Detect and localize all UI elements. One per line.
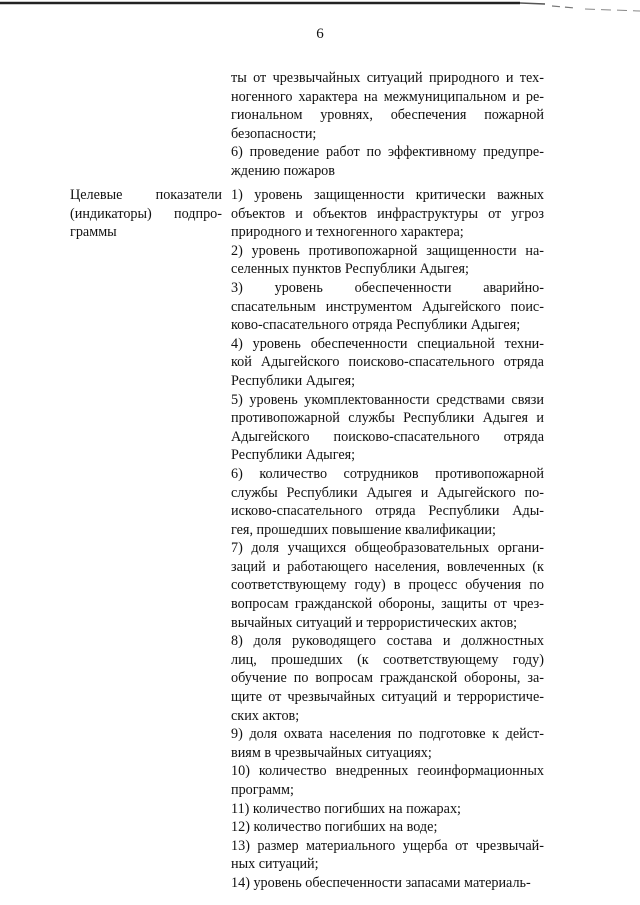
target-line: ских актов; — [231, 707, 300, 724]
target-line: 2) уровень противопожарной защищенности на- — [231, 242, 544, 259]
target-line: обучение по вопросам гражданской обороны, за- — [231, 670, 544, 687]
text-line: ногенного характера на межмуниципальном и ре- — [231, 88, 544, 105]
text-line: ты от чрезвычайных ситуаций природного и тех- — [231, 70, 544, 86]
target-line: селенных пунктов Республики Адыгея; — [231, 261, 469, 278]
target-line: щите от чрезвычайных ситуаций и террористиче- — [231, 689, 544, 706]
target-line: противопожарной службы Республики Адыгея и — [231, 410, 544, 427]
target-line: 4) уровень обеспеченности специальной техни- — [231, 335, 544, 352]
target-line: ково-спасательного отряда Республики Адыгея; — [231, 317, 521, 334]
target-line: кой Адыгейского поисково-спасательного отряда — [231, 354, 544, 371]
target-line: 14) уровень обеспеченности запасами материаль- — [231, 874, 531, 891]
target-line: объектов и объектов инфраструктуры от угроз — [231, 205, 544, 222]
target-line: ных ситуаций; — [231, 856, 319, 873]
target-line: вопросам гражданской обороны, защиты от чрез- — [231, 596, 544, 613]
target-line: 11) количество погибших на пожарах; — [231, 800, 461, 817]
target-line: Республики Адыгея; — [231, 447, 356, 464]
target-line: спасательным инструментом Адыгейского поис- — [231, 298, 544, 315]
target-line: 8) доля руководящего состава и должностных — [231, 633, 544, 650]
target-line: 3) уровень обеспеченности аварийно- — [231, 279, 544, 296]
target-line: Республики Адыгея; — [231, 372, 356, 389]
target-line: виям в чрезвычайных ситуациях; — [231, 744, 432, 761]
target-line: 1) уровень защищенности критически важных — [231, 187, 544, 203]
target-line: службы Республики Адыгея и Адыгейского по- — [231, 484, 544, 501]
target-line: гея, прошедших повышение квалификации; — [231, 521, 496, 538]
targets-list — [231, 186, 544, 893]
targets-label — [70, 186, 222, 242]
target-line: вычайных ситуаций и террористических актов; — [231, 614, 518, 631]
text-line: 6) проведение работ по эффективному предупре- — [231, 144, 544, 161]
target-line: 5) уровень укомплектованности средствами связи — [231, 391, 544, 408]
scan-edge-line — [0, 0, 640, 14]
target-line: 6) количество сотрудников противопожарной — [231, 465, 544, 482]
target-line: природного и техногенного характера; — [231, 224, 464, 241]
page-number: 6 — [316, 26, 324, 42]
label-line: (индикаторы) подпро- — [70, 205, 222, 222]
target-line: 10) количество внедренных геоинформационных — [231, 763, 544, 780]
label-line: граммы — [70, 224, 117, 241]
target-line: 9) доля охвата населения по подготовке к дейст- — [231, 726, 544, 743]
target-line: исково-спасательного отряда Республики Ады- — [231, 503, 544, 520]
target-line: 13) размер материального ущерба от чрезвычай- — [231, 837, 544, 854]
text-line: гиональном уровнях, обеспечения пожарной — [231, 107, 544, 124]
target-line: соответствующему году) в процесс обучения по — [231, 577, 544, 594]
target-line: 7) доля учащихся общеобразовательных органи- — [231, 540, 544, 557]
label-line: Целевые показатели — [70, 187, 222, 203]
target-line: лиц, прошедших (к соответствующему году) — [231, 651, 544, 668]
target-line: заций и работающего населения, вовлеченных (к — [231, 558, 544, 575]
target-line: 12) количество погибших на воде; — [231, 819, 438, 836]
continued-text — [231, 69, 544, 181]
target-line: программ; — [231, 782, 294, 798]
text-line: безопасности; — [231, 125, 317, 142]
text-line: ждению пожаров — [231, 162, 335, 179]
target-line: Адыгейского поисково-спасательного отряда — [231, 428, 544, 445]
